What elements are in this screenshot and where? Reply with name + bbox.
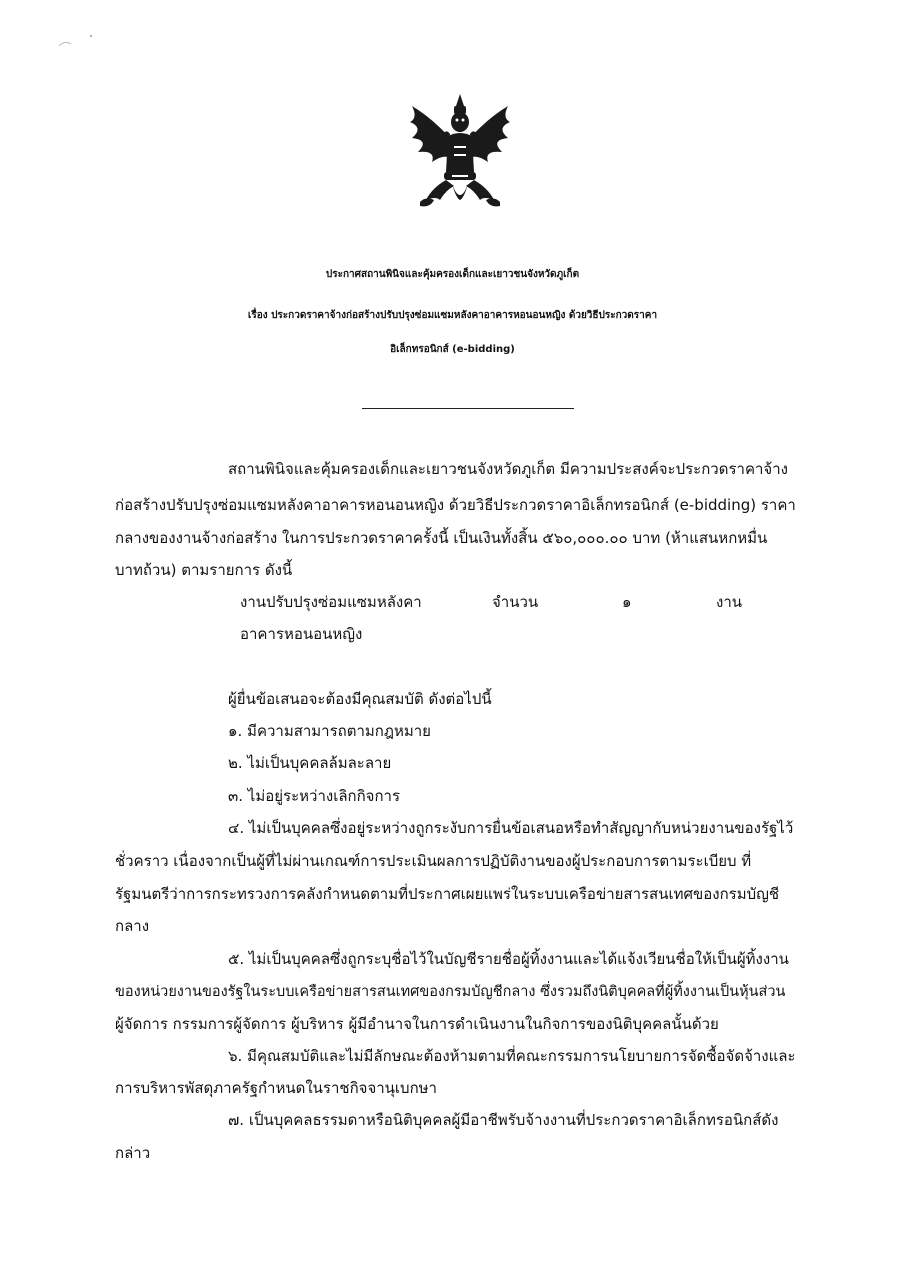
qualification-2: ๒. ไม่เป็นบุคคลล้มละลาย	[228, 754, 392, 772]
item-name: งานปรับปรุงซ่อมแซมหลังคา	[240, 593, 422, 611]
garuda-emblem-icon	[402, 88, 518, 220]
qualification-7-line-1: ๗. เป็นบุคคลธรรมดาหรือนิติบุคคลผู้มีอาชีพรับจ้างงานที่ประกวดราคาอิเล็กทรอนิกส์ดัง	[228, 1111, 779, 1129]
item-unit: งาน	[716, 593, 743, 611]
qualification-4-line-1: ๔. ไม่เป็นบุคคลซึ่งอยู่ระหว่างถูกระงับการยื่นข้อเสนอหรือทำสัญญากับหน่วยงานของรัฐไว้	[228, 819, 794, 837]
intro-line-2: ก่อสร้างปรับปรุงซ่อมแซมหลังคาอาคารหอนอนหญิง ด้วยวิธีประกวดราคาอิเล็กทรอนิกส์ (e-bidding) ราคา	[115, 496, 796, 514]
intro-line-4: บาทถ้วน) ตามรายการ ดังนี้	[115, 561, 293, 579]
item-qty-label: จำนวน	[492, 593, 539, 611]
qualification-7-line-2: กล่าว	[115, 1144, 151, 1162]
qualification-5-line-2: ของหน่วยงานของรัฐในระบบเครือข่ายสารสนเทศของกรมบัญชีกลาง ซึ่งรวมถึงนิติบุคคลที่ผู้ทิ้งงานเป็นหุ้นส่วน	[115, 984, 786, 1000]
intro-line-3: กลางของงานจ้างก่อสร้าง ในการประกวดราคาครั้งนี้ เป็นเงินทั้งสิ้น ๕๖๐,๐๐๐.๐๐ บาท (ห้าแสนหกหมื่น	[115, 529, 768, 547]
qualification-1: ๑. มีความสามารถตามกฎหมาย	[228, 722, 431, 740]
qualification-4-line-2: ชั่วคราว เนื่องจากเป็นผู้ที่ไม่ผ่านเกณฑ์การประเมินผลการปฏิบัติงานของผู้ประกอบการตามระเบียบ ที่	[115, 852, 752, 870]
qualification-6-line-2: การบริหารพัสดุภาครัฐกำหนดในราชกิจจานุเบกษา	[115, 1079, 437, 1097]
intro-line-1: สถานพินิจและคุ้มครองเด็กและเยาวชนจังหวัดภูเก็ต มีความประสงค์จะประกวดราคาจ้าง	[228, 460, 788, 478]
qualification-4-line-3: รัฐมนตรีว่าการกระทรวงการคลังกำหนดตามที่ประกาศเผยแพร่ในระบบเครือข่ายสารสนเทศของกรมบัญชี	[115, 885, 780, 903]
qualification-6-line-1: ๖. มีคุณสมบัติและไม่มีลักษณะต้องห้ามตามที่คณะกรรมการนโยบายการจัดซื้อจัดจ้างและ	[228, 1047, 796, 1065]
qualification-4-line-4: กลาง	[115, 917, 150, 935]
stray-pen-mark	[55, 30, 95, 50]
item-qty-value: ๑	[622, 593, 632, 611]
announcement-title: ประกาศสถานพินิจและคุ้มครองเด็กและเยาวชนจังหวัดภูเก็ต	[325, 269, 580, 280]
qualification-5-line-3: ผู้จัดการ กรรมการผู้จัดการ ผู้บริหาร ผู้มีอำนาจในการดำเนินงานในกิจการของนิติบุคคลนั้นด้วย	[115, 1015, 719, 1033]
qualification-5-line-1: ๕. ไม่เป็นบุคคลซึ่งถูกระบุชื่อไว้ในบัญชีรายชื่อผู้ทิ้งงานและได้แจ้งเวียนชื่อให้เป็นผู้ทิ้งงาน	[228, 950, 789, 968]
item-name-cont: อาคารหอนอนหญิง	[240, 625, 363, 643]
qualifications-heading: ผู้ยื่นข้อเสนอจะต้องมีคุณสมบัติ ดังต่อไปนี้	[228, 690, 492, 708]
title-divider	[362, 408, 574, 409]
announcement-subject-cont: อิเล็กทรอนิกส์ (e-bidding)	[390, 344, 515, 355]
announcement-subject: เรื่อง ประกวดราคาจ้างก่อสร้างปรับปรุงซ่อมแซมหลังคาอาคารหอนอนหญิง ด้วยวิธีประกวดราคา	[247, 310, 658, 321]
qualification-3: ๓. ไม่อยู่ระหว่างเลิกกิจการ	[228, 787, 401, 805]
